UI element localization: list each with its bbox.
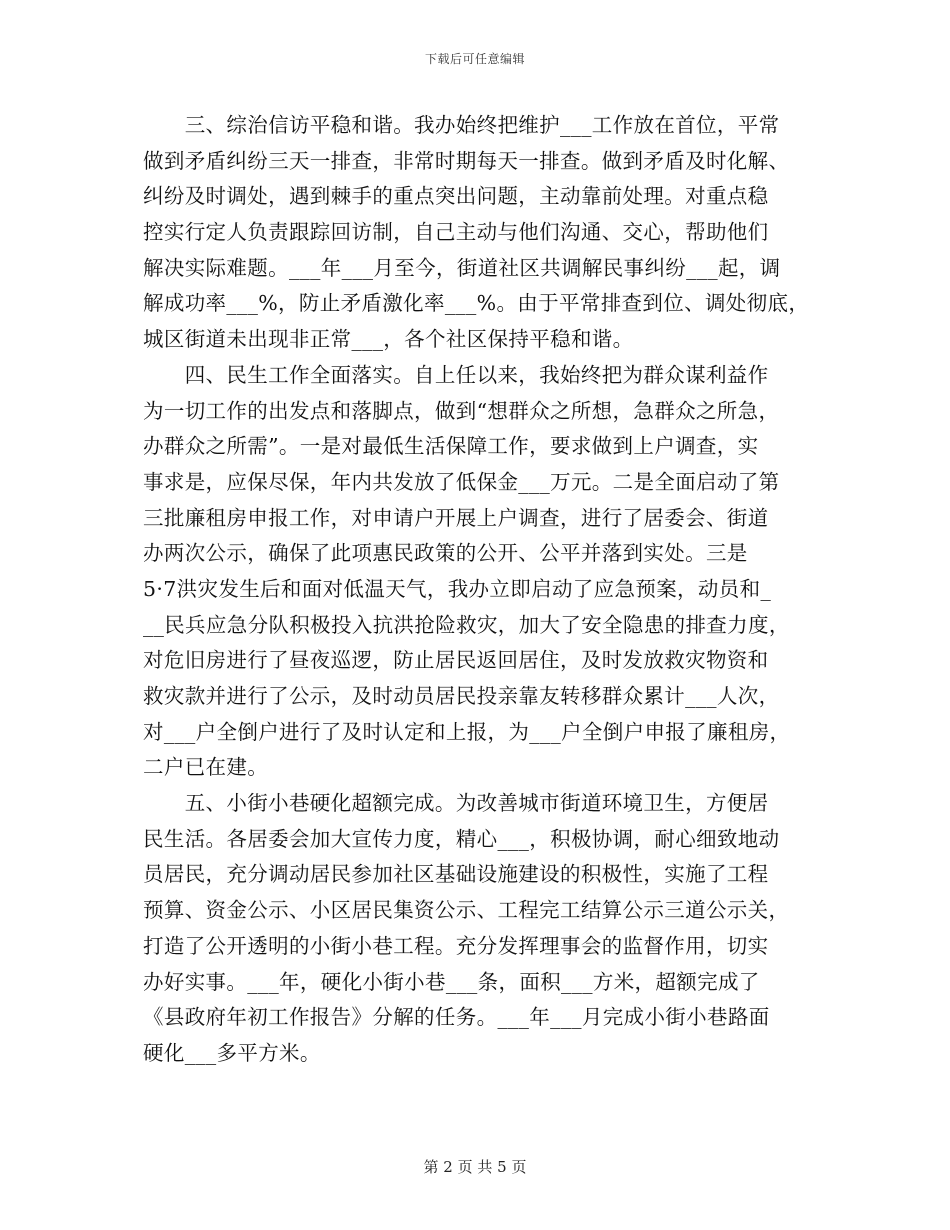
paragraph-line: 解决实际难题。___年___月至今，街道社区共调解民事纠纷___起，调 [143,255,781,280]
paragraph-line: 五、小街小巷硬化超额完成。为改善城市街道环境卫生，方便居 [143,791,769,816]
paragraph-line: 为一切工作的出发点和落脚点，做到“想群众之所想，急群众之所急， [143,398,780,423]
paragraph-line: 5·7洪灾发生后和面对低温天气，我办立即启动了应急预案，动员和_ [143,576,772,601]
paragraph-line: 控实行定人负责跟踪回访制，自己主动与他们沟通、交心，帮助他们 [143,220,769,245]
paragraph-line: 事求是，应保尽保，年内共发放了低保金___万元。二是全面启动了第 [143,469,780,494]
paragraph-line: 城区街道未出现非正常___，各个社区保持平稳和谐。 [143,327,634,352]
page-number-footer: 第 2 页 共 5 页 [423,1158,527,1176]
paragraph-line: 救灾款并进行了公示，及时动员居民投亲靠友转移群众累计___人次， [143,684,780,708]
paragraph-line: 对危旧房进行了昼夜巡逻，防止居民返回居住，及时发放救灾物资和 [143,648,769,673]
paragraph-line: 解成功率___%，防止矛盾激化率___%。由于平常排查到位、调处彻底， [143,291,810,316]
paragraph-line: 硬化___多平方米。 [143,1040,321,1065]
page-header-note: 下载后可任意编辑 [424,52,525,66]
paragraph-line: 民生活。各居委会加大宣传力度，精心___，积极协调，耐心细致地动 [143,826,780,851]
paragraph-line: 办两次公示，确保了此项惠民政策的公开、公平并落到实处。三是 [143,541,748,566]
paragraph-line: 《县政府年初工作报告》分解的任务。___年___月完成小街小巷路面 [143,1005,770,1030]
paragraph-line: 办群众之所需”。一是对最低生活保障工作，要求做到上户调查，实 [143,434,759,459]
document-body [143,108,809,1072]
paragraph-line: 对___户全倒户进行了及时认定和上报，为___户全倒户申报了廉租房， [143,719,791,744]
paragraph-section-five [143,786,809,1072]
paragraph-line: 三、综治信访平稳和谐。我办始终把维护___工作放在首位，平常 [143,113,780,137]
paragraph-line: 纠纷及时调处，遇到棘手的重点突出问题，主动靠前处理。对重点稳 [143,184,769,209]
paragraph-line: 员居民，充分调动居民参加社区基础设施建设的积极性，实施了工程 [143,862,769,887]
paragraph-line: 二户已在建。 [143,755,269,780]
paragraph-line: 三批廉租房申报工作，对申请户开展上户调查，进行了居委会、街道 [143,505,769,530]
paragraph-line: 做到矛盾纠纷三天一排查，非常时期每天一排查。做到矛盾及时化解、 [143,148,790,173]
paragraph-line: 四、民生工作全面落实。自上任以来，我始终把为群众谋利益作 [143,362,769,387]
paragraph-line: 预算、资金公示、小区居民集资公示、工程完工结算公示三道公示关， [143,898,790,923]
paragraph-line: 办好实事。___年，硬化小街小巷___条，面积___方米，超额完成了 [143,969,760,994]
paragraph-section-three [143,108,809,358]
paragraph-line: 打造了公开透明的小街小巷工程。充分发挥理事会的监督作用，切实 [143,933,769,958]
paragraph-line: __民兵应急分队积极投入抗洪抢险救灾，加大了安全隐患的排查力度， [143,612,790,637]
paragraph-section-four [143,358,809,786]
